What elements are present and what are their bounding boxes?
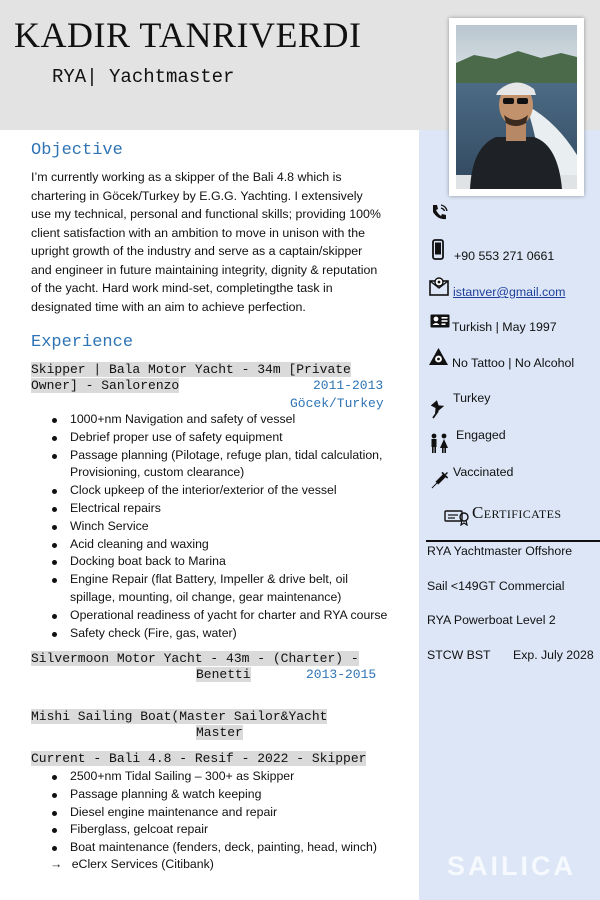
job-duties-list [50,768,390,857]
list-item: Winch Service [50,518,390,536]
job-title: Mishi Sailing Boat(Master Sailor&Yacht [31,709,328,724]
job-title: Skipper | Bala Motor Yacht - 34m [Private [31,362,351,377]
couple-icon [429,433,449,459]
list-item: 1000+nm Navigation and safety of vessel [50,411,390,429]
list-item: Operational readiness of yacht for charter and RYA course [50,607,390,625]
list-item: Diesel engine maintenance and repair [50,804,390,822]
list-item: Engine Repair (flat Battery, Impeller & drive belt, oil spillage, mounting, oil change, gear maintenance) [50,571,390,607]
certificate-item: STCW BST [427,648,491,662]
job-title: Owner] - Sanlorenzo [31,378,180,393]
candidate-name: KADIR TANRIVERDI [14,15,362,55]
warning-icon [428,347,449,371]
email-link[interactable]: istanver@gmail.com [453,285,566,299]
nationality-dob: Turkish | May 1997 [452,320,557,334]
personal-habits: No Tattoo | No Alcohol [452,356,575,370]
list-item: Docking boat back to Marina [50,553,390,571]
list-item: 2500+nm Tidal Sailing – 300+ as Skipper [50,768,390,786]
certificates-heading: Certificates [472,503,562,522]
phone-number: +90 553 271 0661 [454,249,555,263]
list-item: Passage planning (Pilotage, refuge plan, tidal calculation, Provisioning, custom clearance) [50,447,390,483]
objective-text: I’m currently working as a skipper of the Bali 4.8 which is chartering in Göcek/Turkey by E.G.G. Yachting. I extensively use my technical, personal and functional skills; providing 100% client satisfaction with an ambition to move in unison with the upright growth of the industry and serve as a captain/skipper and engineer in future maintaining integrity, dignity & reputation of the yacht. Hard work mind-set, completingthe task in designated time with an aim to achieve perfection. [31,170,381,314]
list-item: Boat maintenance (fenders, deck, painting, head, winch) [50,839,390,857]
certificate-icon [444,508,470,531]
divider [426,540,600,542]
job-title: Master [196,725,243,740]
list-item: Debrief proper use of safety equipment [50,429,390,447]
objective-heading: Objective [31,141,123,160]
job-title: Current - Bali 4.8 - Resif - 2022 - Skipper [31,751,367,766]
phone-call-icon [430,203,450,226]
candidate-title: RYA| Yachtmaster [52,66,235,88]
country: Turkey [453,391,491,405]
profile-photo-frame [449,18,584,196]
list-item: Safety check (Fire, gas, water) [50,625,390,643]
job-dates: 2013-2015 [306,667,377,682]
experience-heading: Experience [31,333,134,352]
email-icon [429,276,449,301]
job-title: Silvermoon Motor Yacht - 43m - (Charter) - [31,651,359,666]
job-duties-list [50,411,390,642]
list-item: Passage planning & watch keeping [50,786,390,804]
certificate-item: RYA Powerboat Level 2 [427,613,556,627]
profile-photo [456,25,577,189]
list-item: Acid cleaning and waxing [50,536,390,554]
id-card-icon [430,314,450,333]
location-pin-icon [429,399,449,424]
arrow-icon: → [50,857,63,871]
mobile-phone-icon [432,239,444,265]
certificate-item: RYA Yachtmaster Offshore [427,544,573,558]
job-location: Göcek/Turkey [290,396,384,411]
list-item: Clock upkeep of the interior/exterior of the vessel [50,482,390,500]
vaccination-status: Vaccinated [453,465,514,479]
job-dates: 2011-2013 [313,378,384,393]
watermark-logo: SAILICA [447,851,576,881]
list-item: Electrical repairs [50,500,390,518]
list-item: → eClerx Services (Citibank) [50,857,214,871]
certificate-item: Sail <149GT Commercial [427,579,565,593]
certificate-expiry: Exp. July 2028 [513,648,594,662]
list-item: Fiberglass, gelcoat repair [50,821,390,839]
job-title: Benetti [196,667,251,682]
marital-status: Engaged [456,428,506,442]
syringe-icon [428,470,450,497]
